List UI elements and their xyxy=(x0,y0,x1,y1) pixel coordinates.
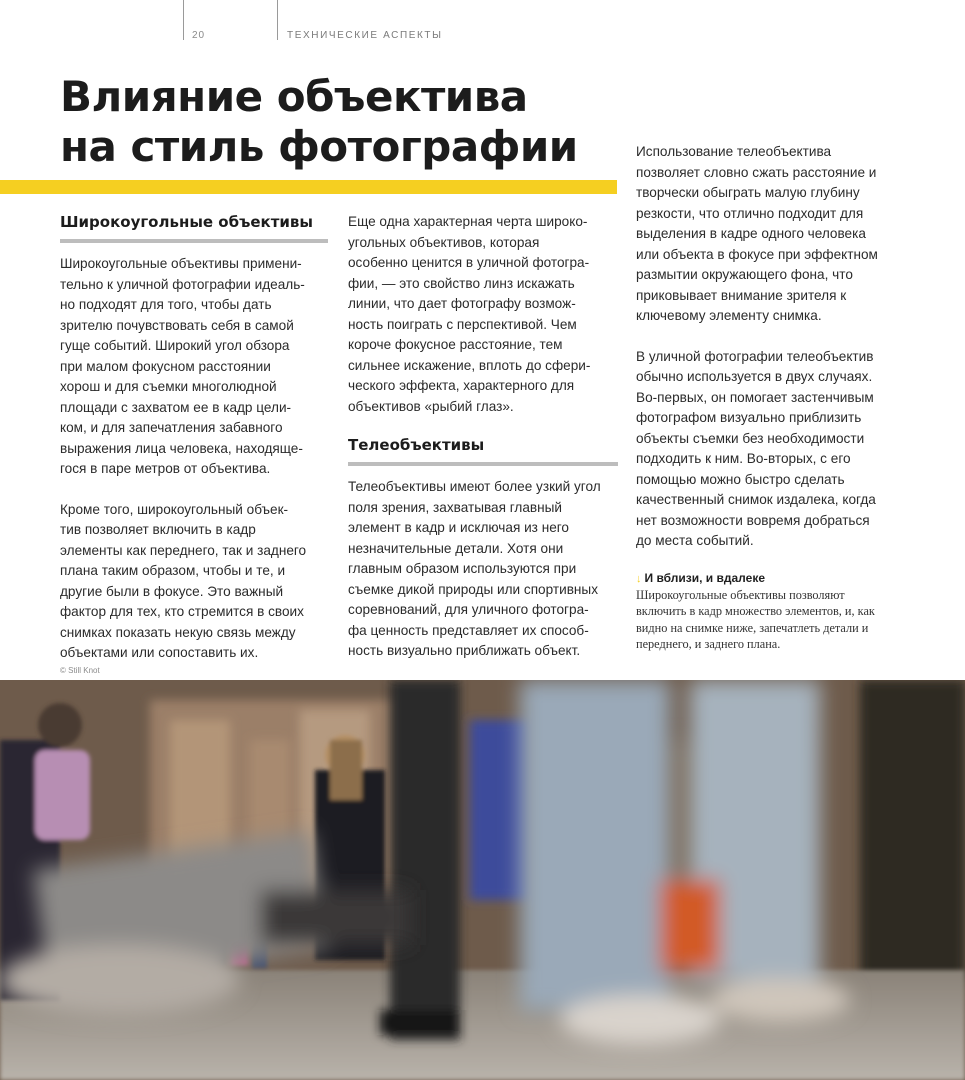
paragraph-tele-3 xyxy=(636,347,916,552)
header-rule-right xyxy=(277,0,278,40)
text-line: тив позволяет включить в кадр xyxy=(60,522,256,537)
text-line: сильнее искажение, вплоть до сфери- xyxy=(348,357,591,373)
text-line: плана таким образом, чтобы и те, и xyxy=(60,563,286,578)
text-line: творчески обыграть малую глубину xyxy=(636,185,860,200)
text-line: Широкоугольные объективы примени- xyxy=(60,256,302,271)
text-line: качественный снимок издалека, когда xyxy=(636,492,876,507)
text-line: обычно используется в двух случаях. xyxy=(636,369,873,384)
text-line: ключевому элементу снимка. xyxy=(636,308,822,323)
text-line: элементы как переднего, так и заднего xyxy=(60,542,307,558)
text-line: хорош и для съемки многолюдной xyxy=(60,379,277,394)
text-line: подходить к ним. Во-вторых, с его xyxy=(636,451,851,466)
street-photo xyxy=(0,680,965,1080)
text-line: или объекта в фокусе при эффектном xyxy=(636,246,878,262)
text-line: ность поиграть с перспективой. Чем xyxy=(348,316,577,332)
caption-title-text: И вблизи, и вдалеке xyxy=(644,570,765,585)
text-line: Использование телеобъектива xyxy=(636,144,832,159)
text-line: тельно к уличной фотографии идеаль- xyxy=(60,276,305,292)
caption-line: видно на снимке ниже, запечатлеть детали и xyxy=(636,620,869,635)
title-line-2: на стиль фотографии xyxy=(60,122,578,171)
text-line: фа ценность представляет их способ- xyxy=(348,622,589,638)
text-line: помощью можно быстро сделать xyxy=(636,471,845,487)
text-line: ком, и для запечатления забавного xyxy=(60,420,283,435)
column-1 xyxy=(60,212,330,664)
text-line: объекты съемки без необходимости xyxy=(636,430,865,446)
page-title xyxy=(60,72,578,172)
text-line: нет возможности вовремя добраться xyxy=(636,512,870,528)
page-number: 20 xyxy=(192,30,206,41)
text-line: особенно ценится в уличной фотогра- xyxy=(348,255,590,270)
arrow-down-icon: ↓ xyxy=(636,572,642,585)
text-line: но подходят для того, чтобы дать xyxy=(60,297,272,312)
text-line: объектами или сопоставить их. xyxy=(60,645,259,660)
accent-bar xyxy=(0,180,617,194)
text-line: фотографом визуально приблизить xyxy=(636,410,862,425)
text-line: фии, — это свойство линз искажать xyxy=(348,275,575,291)
text-line: фактор для тех, кто стремится в своих xyxy=(60,604,304,619)
caption-text xyxy=(636,587,916,653)
column-2 xyxy=(348,212,618,662)
section-title: ТЕХНИЧЕСКИЕ АСПЕКТЫ xyxy=(287,30,443,41)
text-line: выделения в кадре одного человека xyxy=(636,226,866,241)
text-line: при малом фокусном расстоянии xyxy=(60,358,271,374)
text-line: линии, что дает фотографу возмож- xyxy=(348,296,576,311)
text-line: объективов «рыбий глаз». xyxy=(348,398,514,414)
text-line: гося в паре метров от объектива. xyxy=(60,461,271,476)
header-rule-left xyxy=(183,0,184,40)
text-line: размытии окружающего фона, что xyxy=(636,267,853,282)
text-line: до места событий. xyxy=(636,533,754,548)
paragraph-wide-2 xyxy=(60,500,330,664)
text-line: гуще событий. Широкий угол обзора xyxy=(60,338,290,353)
text-line: элемент в кадр и исключая из него xyxy=(348,520,569,535)
text-line: другие были в фокусе. Это важный xyxy=(60,583,284,599)
text-line: незначительные детали. Хотя они xyxy=(348,540,564,556)
text-line: Телеобъективы имеют более узкий угол xyxy=(348,479,601,494)
text-line: площади с захватом ее в кадр цели- xyxy=(60,399,292,415)
text-line: главным образом используются при xyxy=(348,561,577,576)
heading-telephoto: Телеобъективы xyxy=(348,435,618,466)
street-photo-illustration xyxy=(0,680,965,1080)
text-line: выражения лица человека, находяще- xyxy=(60,440,303,456)
text-line: поля зрения, захватывая главный xyxy=(348,499,562,515)
text-line: В уличной фотографии телеобъектив xyxy=(636,348,874,364)
paragraph-wide-3 xyxy=(348,212,618,417)
text-line: снимках показать некую связь между xyxy=(60,624,296,640)
text-line: резкости, что отлично подходит для xyxy=(636,205,864,221)
text-line: соревнований, для уличного фотогра- xyxy=(348,602,589,617)
text-line: короче фокусное расстояние, тем xyxy=(348,337,563,352)
text-line: Кроме того, широкоугольный объек- xyxy=(60,501,289,517)
paragraph-wide-1 xyxy=(60,254,330,480)
paragraph-tele-2 xyxy=(636,142,916,327)
caption-line: переднего, и заднего плана. xyxy=(636,637,781,651)
text-line: позволяет словно сжать расстояние и xyxy=(636,164,877,180)
text-line: зрителю почувствовать себя в самой xyxy=(60,317,294,333)
text-line: Еще одна характерная черта широко- xyxy=(348,214,588,229)
text-line: угольных объективов, которая xyxy=(348,234,540,250)
text-line: Во-первых, он помогает застенчивым xyxy=(636,389,874,405)
title-line-1: Влияние объектива xyxy=(60,72,528,121)
heading-wide-angle: Широкоугольные объективы xyxy=(60,212,328,243)
text-line: ность визуально приближать объект. xyxy=(348,643,581,658)
text-line: приковывает внимание зрителя к xyxy=(636,287,847,303)
text-line: ческого эффекта, характерного для xyxy=(348,378,575,393)
photo-credit: © Still Knot xyxy=(60,666,100,675)
caption-line: Широкоугольные объективы позволяют xyxy=(636,587,845,602)
column-3 xyxy=(636,142,916,653)
caption-line: включить в кадр множество элементов, и, как xyxy=(636,604,875,618)
caption-title xyxy=(636,570,916,587)
paragraph-tele-1 xyxy=(348,477,618,662)
text-line: съемке дикой природы или спортивных xyxy=(348,581,598,597)
